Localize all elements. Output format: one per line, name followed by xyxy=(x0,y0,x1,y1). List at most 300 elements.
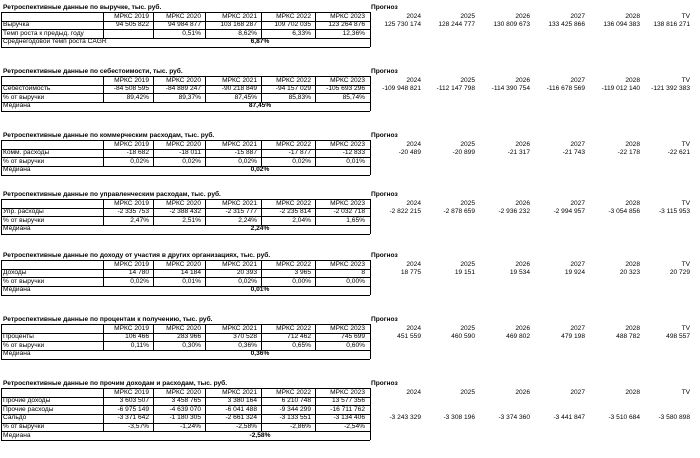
summary-label: Медиана xyxy=(3,286,31,294)
table-cell: 103 168 287 xyxy=(220,21,257,29)
table-cell: 0,02% xyxy=(238,277,257,285)
forecast-cell: 488 782 xyxy=(616,333,640,341)
forecast-cell xyxy=(369,406,421,413)
forecast-header: TV xyxy=(681,324,690,332)
forecast-cell xyxy=(588,158,640,165)
grid-line xyxy=(1,295,370,296)
forecast-cell xyxy=(423,278,475,285)
grid-line xyxy=(1,175,370,176)
forecast-cell xyxy=(533,278,585,285)
grid-line xyxy=(205,12,206,38)
forecast-cell: 498 557 xyxy=(666,333,690,341)
table-cell: 0,02% xyxy=(182,157,201,165)
forecast-cell xyxy=(638,30,690,37)
table-cell: 6,33% xyxy=(292,29,311,37)
forecast-cell xyxy=(423,30,475,37)
row-label: Себестоимость xyxy=(3,85,51,93)
forecast-cell: -116 678 569 xyxy=(546,85,585,93)
forecast-header: 2028 xyxy=(625,199,640,207)
table-cell: 3 603 507 xyxy=(119,397,149,405)
forecast-cell: -3 243 329 xyxy=(389,414,421,422)
forecast-cell xyxy=(478,94,530,101)
column-header: МРКС 2021 xyxy=(222,260,257,268)
forecast-cell: 479 198 xyxy=(561,333,585,341)
column-header: МРКС 2022 xyxy=(276,140,311,148)
forecast-cell xyxy=(588,342,640,349)
row-label: % от выручки xyxy=(3,216,45,224)
forecast-label: Прогноз xyxy=(371,191,398,198)
row-label: % от выручки xyxy=(3,341,45,349)
forecast-cell: 18 775 xyxy=(400,269,421,277)
forecast-cell: -22 178 xyxy=(617,149,640,157)
forecast-header: 2026 xyxy=(515,260,530,268)
forecast-cell xyxy=(533,30,585,37)
forecast-cell xyxy=(533,158,585,165)
forecast-cell xyxy=(478,278,530,285)
row-label: Прочие доходы xyxy=(3,397,51,405)
forecast-cell xyxy=(638,397,690,404)
forecast-cell xyxy=(638,406,690,413)
forecast-cell: -2 936 232 xyxy=(498,208,530,216)
table-cell: 85,83% xyxy=(288,93,311,101)
table-cell: 8 xyxy=(361,269,365,277)
table-cell: -3 371 642 xyxy=(117,414,149,422)
section-title: Ретроспективные данные по коммерческим расходам, тыс. руб. xyxy=(3,132,215,139)
column-header: МРКС 2023 xyxy=(330,12,365,20)
forecast-header: 2028 xyxy=(625,140,640,148)
table-cell: -9 344 299 xyxy=(279,405,311,413)
forecast-cell: 469 802 xyxy=(506,333,530,341)
table-cell: -105 693 296 xyxy=(326,85,365,93)
forecast-header: 2024 xyxy=(406,76,421,84)
table-cell xyxy=(99,30,149,37)
table-cell: 0,02% xyxy=(130,157,149,165)
table-cell: 0,02% xyxy=(292,157,311,165)
table-cell: -1,24% xyxy=(180,423,201,430)
forecast-cell xyxy=(588,406,640,413)
forecast-cell xyxy=(423,406,475,413)
column-header: МРКС 2020 xyxy=(166,324,201,332)
table-cell: 0,11% xyxy=(130,341,149,349)
forecast-cell xyxy=(423,158,475,165)
table-cell: -2 388 432 xyxy=(169,208,201,216)
column-header: МРКС 2021 xyxy=(222,76,257,84)
forecast-cell: -20 489 xyxy=(398,149,421,157)
table-cell: 2,51% xyxy=(182,216,201,224)
forecast-label: Прогноз xyxy=(371,380,398,387)
table-cell: 2,24% xyxy=(238,216,257,224)
column-header: МРКС 2022 xyxy=(276,260,311,268)
grid-line xyxy=(1,359,370,360)
forecast-cell: 20 729 xyxy=(669,269,690,277)
row-label: % от выручки xyxy=(3,93,45,101)
forecast-cell xyxy=(478,30,530,37)
summary-label: Среднегодовой темп роста CAGR xyxy=(3,38,107,46)
forecast-cell: 19 151 xyxy=(454,269,475,277)
forecast-cell xyxy=(478,217,530,224)
forecast-header: 2027 xyxy=(570,260,585,268)
forecast-cell: 138 816 271 xyxy=(653,21,690,29)
forecast-cell: 136 094 383 xyxy=(603,21,640,29)
column-header: МРКС 2022 xyxy=(276,388,311,396)
forecast-cell: -112 147 798 xyxy=(436,85,475,93)
summary-value: 0,36% xyxy=(250,350,270,358)
forecast-cell xyxy=(369,397,421,404)
table-cell: 12,36% xyxy=(342,29,365,37)
forecast-cell: -3 308 196 xyxy=(443,414,475,422)
forecast-cell: 19 924 xyxy=(564,269,585,277)
section-title: Ретроспективные данные по себестоимости, тыс. руб. xyxy=(3,68,183,75)
forecast-header: 2025 xyxy=(460,260,475,268)
table-cell: -2 661 324 xyxy=(225,414,257,422)
column-header: МРКС 2023 xyxy=(330,260,365,268)
table-cell: -1 180 305 xyxy=(169,414,201,422)
column-header: МРКС 2021 xyxy=(222,324,257,332)
forecast-cell: -119 012 140 xyxy=(601,85,640,93)
forecast-cell xyxy=(638,158,690,165)
summary-value: -2,58% xyxy=(249,431,271,439)
forecast-cell: -3 441 847 xyxy=(553,414,585,422)
table-cell: 87,45% xyxy=(234,93,257,101)
row-label: % от выручки xyxy=(3,157,45,165)
forecast-header: 2028 xyxy=(625,260,640,268)
forecast-label: Прогноз xyxy=(371,252,398,259)
forecast-cell xyxy=(533,342,585,349)
column-header: МРКС 2019 xyxy=(114,140,149,148)
table-cell: -6 975 149 xyxy=(117,405,149,413)
forecast-cell xyxy=(478,397,530,404)
forecast-header: 2024 xyxy=(406,324,421,332)
table-cell: 0,01% xyxy=(182,277,201,285)
summary-value: 87,45% xyxy=(248,102,272,110)
column-header: МРКС 2020 xyxy=(166,76,201,84)
row-label: Комм. расходы xyxy=(3,149,50,157)
column-header: МРКС 2022 xyxy=(276,199,311,207)
forecast-header: 2026 xyxy=(515,140,530,148)
table-cell: 89,42% xyxy=(126,93,149,101)
table-cell: 0,60% xyxy=(346,341,365,349)
row-label: Доходы xyxy=(3,269,27,277)
summary-label: Медиана xyxy=(3,431,31,439)
table-cell: -18 682 xyxy=(126,149,149,157)
forecast-cell xyxy=(588,278,640,285)
summary-label: Медиана xyxy=(3,225,31,233)
grid-line xyxy=(205,388,206,431)
grid-line xyxy=(205,260,206,286)
forecast-header: 2024 xyxy=(406,140,421,148)
table-cell: 0,02% xyxy=(238,157,257,165)
forecast-cell xyxy=(369,158,421,165)
forecast-cell xyxy=(533,423,585,430)
forecast-cell xyxy=(478,406,530,413)
table-cell: 3 458 765 xyxy=(171,397,201,405)
forecast-header: TV xyxy=(681,260,690,268)
forecast-cell xyxy=(369,30,421,37)
table-cell: 745 699 xyxy=(341,333,365,341)
table-cell: 0,65% xyxy=(292,341,311,349)
forecast-header: 2028 xyxy=(625,12,640,20)
row-label: Темп роста к предыд. году xyxy=(3,29,84,37)
table-cell: 89,37% xyxy=(178,93,201,101)
forecast-header: 2026 xyxy=(515,388,530,396)
table-cell: -3 133 551 xyxy=(279,414,311,422)
forecast-header: TV xyxy=(681,76,690,84)
grid-line xyxy=(1,47,370,48)
table-cell: 0,36% xyxy=(238,341,257,349)
column-header: МРКС 2023 xyxy=(330,388,365,396)
grid-line xyxy=(1,324,2,359)
row-label: Прочие расходы xyxy=(3,405,54,413)
column-header: МРКС 2021 xyxy=(222,140,257,148)
row-label: Сальдо xyxy=(3,414,27,422)
forecast-header: 2025 xyxy=(460,140,475,148)
column-header: МРКС 2019 xyxy=(114,199,149,207)
forecast-cell: -2 878 659 xyxy=(443,208,475,216)
table-cell: 0,00% xyxy=(292,277,311,285)
forecast-label: Прогноз xyxy=(371,132,398,139)
summary-value: 0,02% xyxy=(250,166,270,174)
column-header: МРКС 2020 xyxy=(166,140,201,148)
table-cell: -18 011 xyxy=(179,149,201,157)
row-label: Проценты xyxy=(3,333,34,341)
grid-line xyxy=(1,440,370,441)
forecast-cell xyxy=(588,423,640,430)
column-header: МРКС 2020 xyxy=(166,260,201,268)
table-cell: 94 984 877 xyxy=(167,21,201,29)
grid-line xyxy=(1,111,370,112)
table-cell: 712 462 xyxy=(287,333,311,341)
table-cell: -84 508 595 xyxy=(113,85,149,93)
forecast-cell xyxy=(423,94,475,101)
forecast-cell xyxy=(423,217,475,224)
forecast-cell xyxy=(638,342,690,349)
table-cell: -90 218 849 xyxy=(221,85,257,93)
table-cell: -4 639 070 xyxy=(169,405,201,413)
grid-line xyxy=(205,199,206,225)
forecast-cell: -3 510 684 xyxy=(608,414,640,422)
summary-value: 6,87% xyxy=(250,38,270,46)
column-header: МРКС 2023 xyxy=(330,324,365,332)
forecast-cell: 130 809 673 xyxy=(493,21,530,29)
table-cell: 0,02% xyxy=(130,277,149,285)
grid-line xyxy=(1,199,2,234)
forecast-header: TV xyxy=(681,140,690,148)
table-cell: 2,47% xyxy=(130,216,149,224)
table-cell: 13 577 356 xyxy=(331,397,365,405)
forecast-cell: -3 374 360 xyxy=(498,414,530,422)
forecast-header: TV xyxy=(681,388,690,396)
forecast-header: 2026 xyxy=(515,12,530,20)
table-cell: -2 235 814 xyxy=(279,208,311,216)
forecast-cell: -3 054 856 xyxy=(608,208,640,216)
row-label: Упр. расходы xyxy=(3,208,44,216)
forecast-header: 2025 xyxy=(460,199,475,207)
forecast-header: 2026 xyxy=(515,76,530,84)
column-header: МРКС 2022 xyxy=(276,12,311,20)
column-header: МРКС 2020 xyxy=(166,199,201,207)
table-cell: 14 780 xyxy=(128,269,149,277)
table-cell: 109 702 035 xyxy=(274,21,311,29)
forecast-header: 2027 xyxy=(570,324,585,332)
table-cell: -3,57% xyxy=(128,423,149,430)
grid-line xyxy=(1,260,2,295)
forecast-header: 2024 xyxy=(406,12,421,20)
table-cell: 6 210 748 xyxy=(281,397,311,405)
grid-line xyxy=(205,76,206,102)
forecast-cell: -3 580 898 xyxy=(658,414,690,422)
table-cell: 85,74% xyxy=(342,93,365,101)
table-cell: -2 335 753 xyxy=(117,208,149,216)
forecast-cell: -22 621 xyxy=(667,149,690,157)
forecast-cell: 128 244 777 xyxy=(438,21,475,29)
forecast-header: 2024 xyxy=(406,260,421,268)
forecast-cell: 133 425 866 xyxy=(548,21,585,29)
forecast-cell xyxy=(423,342,475,349)
table-cell: 283 966 xyxy=(177,333,201,341)
table-cell: 0,01% xyxy=(346,157,365,165)
grid-line xyxy=(1,76,2,111)
forecast-cell xyxy=(588,217,640,224)
table-cell: 370 528 xyxy=(233,333,257,341)
table-cell: -2,58% xyxy=(236,423,257,430)
forecast-header: 2026 xyxy=(515,324,530,332)
forecast-header: TV xyxy=(681,12,690,20)
forecast-cell xyxy=(588,94,640,101)
table-cell: 20 393 xyxy=(236,269,257,277)
column-header: МРКС 2020 xyxy=(166,388,201,396)
forecast-cell: -2 822 215 xyxy=(389,208,421,216)
forecast-header: 2025 xyxy=(460,12,475,20)
forecast-label: Прогноз xyxy=(371,4,398,11)
grid-line xyxy=(1,140,2,175)
forecast-cell xyxy=(638,94,690,101)
forecast-cell xyxy=(478,158,530,165)
table-cell: -17 877 xyxy=(288,149,311,157)
grid-line xyxy=(1,12,2,47)
forecast-cell: 451 559 xyxy=(397,333,421,341)
forecast-header: 2025 xyxy=(460,388,475,396)
section-title: Ретроспективные данные по выручке, тыс. руб. xyxy=(3,4,162,11)
table-cell: -6 041 488 xyxy=(225,405,257,413)
table-cell: 3 965 xyxy=(294,269,311,277)
forecast-cell xyxy=(369,94,421,101)
forecast-header: 2024 xyxy=(406,388,421,396)
column-header: МРКС 2023 xyxy=(330,140,365,148)
summary-value: 0,01% xyxy=(250,286,270,294)
table-cell: -2 315 777 xyxy=(225,208,257,216)
table-cell: -2,54% xyxy=(344,423,365,430)
forecast-header: 2028 xyxy=(625,388,640,396)
forecast-cell xyxy=(638,217,690,224)
forecast-cell: -21 743 xyxy=(562,149,585,157)
column-header: МРКС 2019 xyxy=(114,260,149,268)
forecast-header: 2027 xyxy=(570,199,585,207)
forecast-cell: -109 948 821 xyxy=(382,85,421,93)
column-header: МРКС 2023 xyxy=(330,199,365,207)
forecast-cell: -121 392 383 xyxy=(651,85,690,93)
forecast-cell: -3 115 953 xyxy=(658,208,690,216)
table-cell: 0,51% xyxy=(182,29,201,37)
forecast-cell xyxy=(588,30,640,37)
forecast-cell xyxy=(588,397,640,404)
forecast-header: 2024 xyxy=(406,199,421,207)
forecast-cell xyxy=(478,342,530,349)
forecast-header: 2028 xyxy=(625,324,640,332)
forecast-cell xyxy=(369,342,421,349)
summary-label: Медиана xyxy=(3,166,31,174)
table-cell: 1,65% xyxy=(346,216,365,224)
forecast-header: 2026 xyxy=(515,199,530,207)
column-header: МРКС 2022 xyxy=(276,324,311,332)
forecast-label: Прогноз xyxy=(371,316,398,323)
forecast-header: 2027 xyxy=(570,388,585,396)
forecast-cell xyxy=(423,397,475,404)
column-header: МРКС 2022 xyxy=(276,76,311,84)
section-title: Ретроспективные данные по управленческим расходам, тыс. руб. xyxy=(3,191,221,198)
forecast-cell xyxy=(533,94,585,101)
forecast-header: 2027 xyxy=(570,12,585,20)
row-label: % от выручки xyxy=(3,277,45,285)
forecast-cell xyxy=(638,423,690,430)
forecast-cell: -2 994 957 xyxy=(553,208,585,216)
forecast-cell: 19 534 xyxy=(509,269,530,277)
row-label: Выручка xyxy=(3,21,30,29)
grid-line xyxy=(1,388,2,440)
column-header: МРКС 2019 xyxy=(114,76,149,84)
table-cell: 106 466 xyxy=(125,333,149,341)
table-cell: -16 711 762 xyxy=(330,405,365,413)
forecast-cell: -114 390 754 xyxy=(491,85,530,93)
forecast-header: 2025 xyxy=(460,76,475,84)
column-header: МРКС 2019 xyxy=(114,388,149,396)
forecast-cell xyxy=(369,217,421,224)
grid-line xyxy=(1,234,370,235)
column-header: МРКС 2021 xyxy=(222,12,257,20)
forecast-cell: 460 590 xyxy=(451,333,475,341)
column-header: МРКС 2019 xyxy=(114,324,149,332)
forecast-header: 2025 xyxy=(460,324,475,332)
forecast-header: 2027 xyxy=(570,140,585,148)
column-header: МРКС 2023 xyxy=(330,76,365,84)
forecast-cell xyxy=(533,217,585,224)
forecast-cell xyxy=(369,423,421,430)
forecast-cell: 20 323 xyxy=(619,269,640,277)
summary-value: 2,24% xyxy=(250,225,270,233)
table-cell: -84 889 247 xyxy=(165,85,201,93)
column-header: МРКС 2019 xyxy=(114,12,149,20)
table-cell: 8,62% xyxy=(238,29,257,37)
table-cell: 123 264 876 xyxy=(328,21,365,29)
table-cell: -15 887 xyxy=(234,149,257,157)
table-cell: -2,86% xyxy=(290,423,311,430)
table-cell: -94 157 029 xyxy=(275,85,311,93)
column-header: МРКС 2020 xyxy=(166,12,201,20)
forecast-cell xyxy=(369,278,421,285)
forecast-cell xyxy=(478,423,530,430)
table-cell: 14 184 xyxy=(180,269,201,277)
table-cell: 2,04% xyxy=(292,216,311,224)
row-label: % от выручки xyxy=(3,423,45,430)
summary-label: Медиана xyxy=(3,102,31,110)
summary-label: Медиана xyxy=(3,350,31,358)
table-cell: 0,00% xyxy=(346,277,365,285)
table-cell: 0,30% xyxy=(182,341,201,349)
table-cell: 94 505 822 xyxy=(115,21,149,29)
section-title: Ретроспективные данные по доходу от участия в других организациях, тыс. руб. xyxy=(3,252,271,259)
forecast-cell xyxy=(533,397,585,404)
forecast-label: Прогноз xyxy=(371,68,398,75)
forecast-cell xyxy=(533,406,585,413)
